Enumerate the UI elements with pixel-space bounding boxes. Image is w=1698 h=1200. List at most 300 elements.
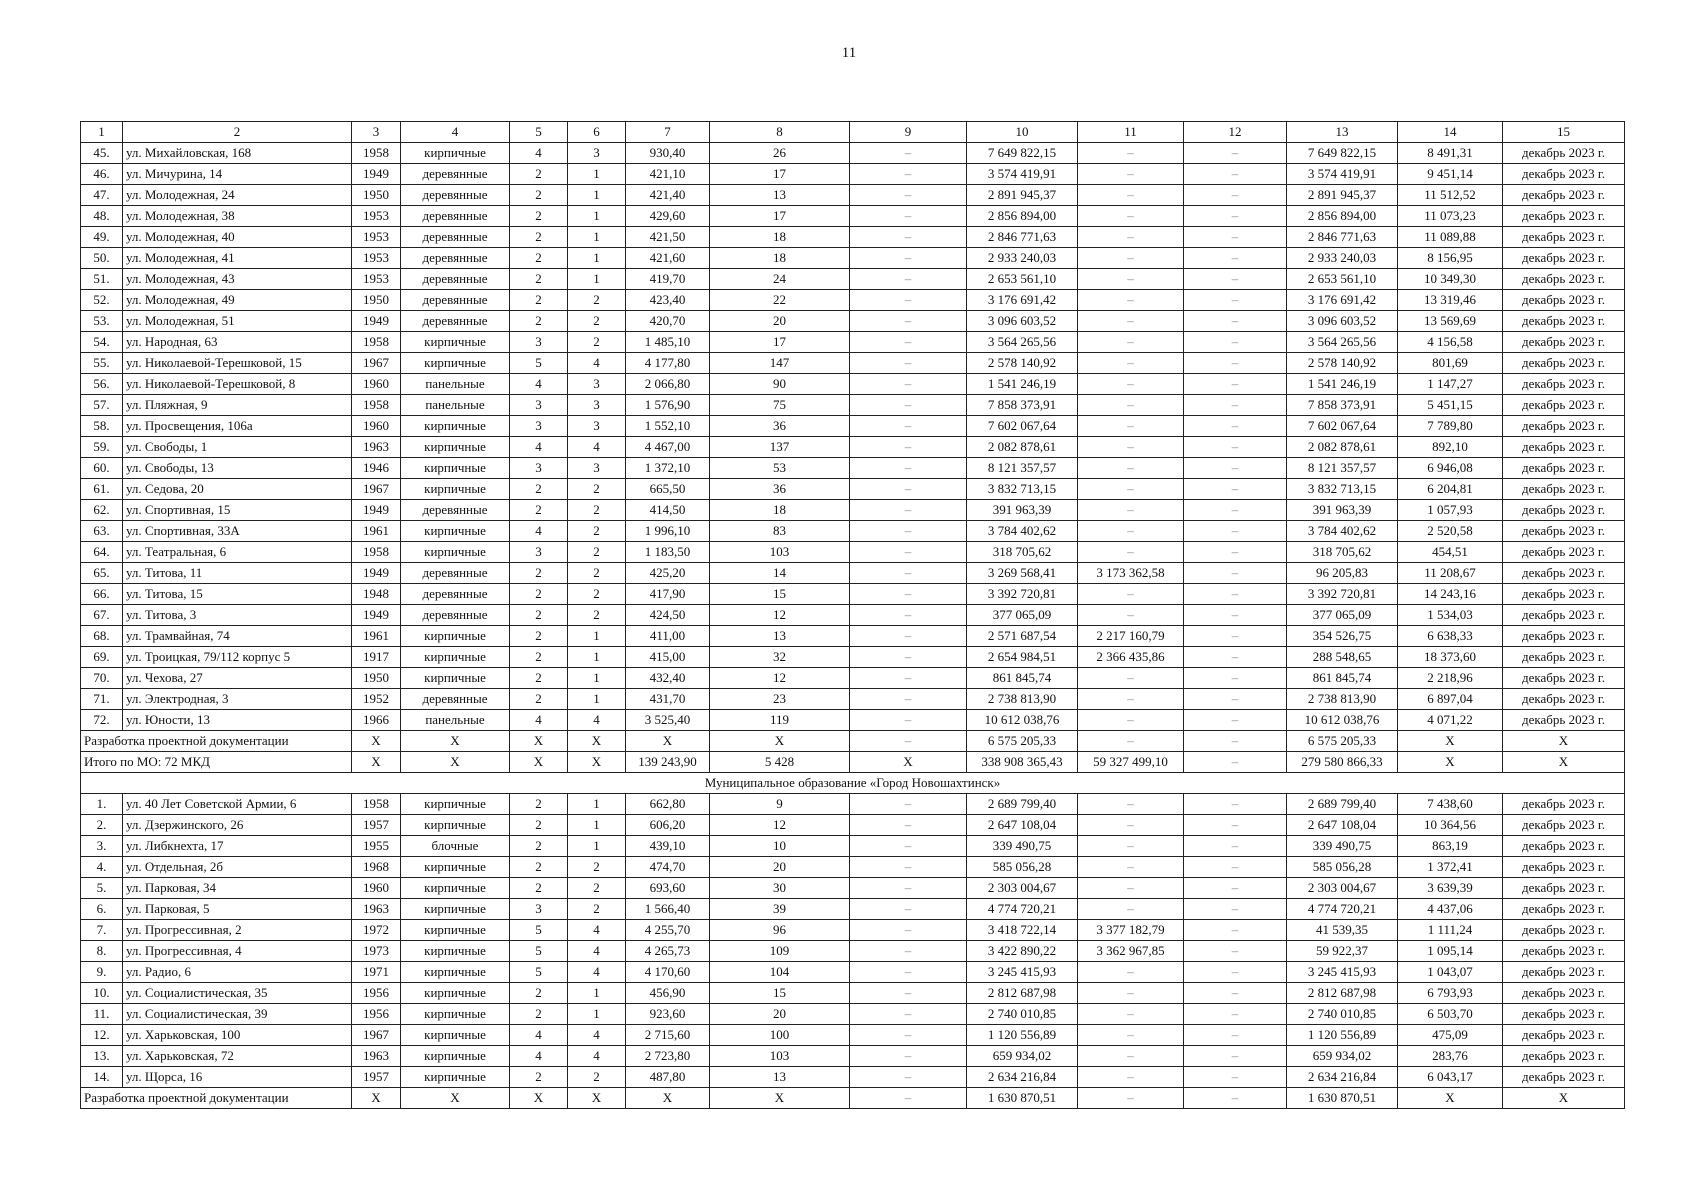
- table-row: [81, 668, 1625, 689]
- cell-build-year: 1973: [352, 941, 401, 962]
- cell-row-number: 12.: [81, 1025, 123, 1046]
- cell-floors: 2: [510, 185, 568, 206]
- table-row: [81, 794, 1625, 815]
- cell-floors: 2: [510, 227, 568, 248]
- summary-cell-col11: 59 327 499,10: [1078, 752, 1184, 773]
- cell-entrances: 2: [568, 899, 626, 920]
- cell-amount-col9: –: [850, 164, 967, 185]
- cell-total-cost: 1 120 556,89: [967, 1025, 1078, 1046]
- cell-row-number: 5.: [81, 878, 123, 899]
- cell-residents: 119: [710, 710, 850, 731]
- summary-cell-col7: X: [626, 731, 710, 752]
- cell-entrances: 1: [568, 227, 626, 248]
- cell-total-cost: 2 647 108,04: [967, 815, 1078, 836]
- cell-deadline: декабрь 2023 г.: [1503, 647, 1625, 668]
- cell-row-number: 69.: [81, 647, 123, 668]
- cell-total-cost: 377 065,09: [967, 605, 1078, 626]
- cell-build-year: 1958: [352, 143, 401, 164]
- table-row: [81, 1025, 1625, 1046]
- cell-total-cost: 7 649 822,15: [967, 143, 1078, 164]
- cell-deadline: декабрь 2023 г.: [1503, 500, 1625, 521]
- cell-row-number: 10.: [81, 983, 123, 1004]
- cell-area: 1 372,10: [626, 458, 710, 479]
- cell-amount-col11: –: [1078, 689, 1184, 710]
- cell-amount-col9: –: [850, 668, 967, 689]
- cell-area: 665,50: [626, 479, 710, 500]
- cell-amount-col13: 3 832 713,15: [1287, 479, 1398, 500]
- cell-deadline: декабрь 2023 г.: [1503, 920, 1625, 941]
- cell-amount-col12: –: [1184, 1046, 1287, 1067]
- cell-residents: 20: [710, 857, 850, 878]
- cell-wall-material: кирпичные: [401, 920, 510, 941]
- cell-area: 4 255,70: [626, 920, 710, 941]
- cell-cost-per-sqm: 7 438,60: [1398, 794, 1503, 815]
- cell-amount-col12: –: [1184, 416, 1287, 437]
- cell-amount-col12: –: [1184, 248, 1287, 269]
- cell-row-number: 48.: [81, 206, 123, 227]
- cell-row-number: 65.: [81, 563, 123, 584]
- cell-total-cost: 391 963,39: [967, 500, 1078, 521]
- cell-wall-material: кирпичные: [401, 1004, 510, 1025]
- cell-address: ул. Харьковская, 100: [123, 1025, 352, 1046]
- cell-amount-col12: –: [1184, 689, 1287, 710]
- cell-build-year: 1968: [352, 857, 401, 878]
- cell-amount-col11: –: [1078, 710, 1184, 731]
- cell-total-cost: 2 891 945,37: [967, 185, 1078, 206]
- cell-address: ул. Свободы, 1: [123, 437, 352, 458]
- cell-amount-col9: –: [850, 479, 967, 500]
- cell-amount-col13: 2 082 878,61: [1287, 437, 1398, 458]
- cell-residents: 12: [710, 605, 850, 626]
- cell-entrances: 1: [568, 815, 626, 836]
- summary-cell-col10: 6 575 205,33: [967, 731, 1078, 752]
- cell-area: 421,10: [626, 164, 710, 185]
- cell-build-year: 1960: [352, 374, 401, 395]
- cell-amount-col9: –: [850, 941, 967, 962]
- cell-row-number: 14.: [81, 1067, 123, 1088]
- cell-amount-col9: –: [850, 143, 967, 164]
- cell-amount-col9: –: [850, 206, 967, 227]
- cell-deadline: декабрь 2023 г.: [1503, 941, 1625, 962]
- table-row: [81, 1067, 1625, 1088]
- cell-amount-col12: –: [1184, 164, 1287, 185]
- cell-entrances: 2: [568, 311, 626, 332]
- cell-floors: 2: [510, 626, 568, 647]
- cell-cost-per-sqm: 11 089,88: [1398, 227, 1503, 248]
- cell-floors: 2: [510, 857, 568, 878]
- table-row: [81, 521, 1625, 542]
- cell-amount-col9: –: [850, 626, 967, 647]
- cell-amount-col11: –: [1078, 143, 1184, 164]
- cell-residents: 30: [710, 878, 850, 899]
- table-body: [81, 143, 1625, 1109]
- cell-area: 487,80: [626, 1067, 710, 1088]
- cell-cost-per-sqm: 1 147,27: [1398, 374, 1503, 395]
- cell-floors: 4: [510, 1046, 568, 1067]
- cell-cost-per-sqm: 892,10: [1398, 437, 1503, 458]
- cell-amount-col11: –: [1078, 584, 1184, 605]
- cell-amount-col12: –: [1184, 941, 1287, 962]
- cell-wall-material: деревянные: [401, 269, 510, 290]
- cell-amount-col9: –: [850, 1046, 967, 1067]
- cell-floors: 2: [510, 1004, 568, 1025]
- cell-residents: 17: [710, 332, 850, 353]
- table-row: [81, 941, 1625, 962]
- cell-build-year: 1960: [352, 416, 401, 437]
- cell-amount-col11: –: [1078, 164, 1184, 185]
- cell-amount-col13: 2 891 945,37: [1287, 185, 1398, 206]
- cell-wall-material: кирпичные: [401, 437, 510, 458]
- cell-amount-col11: –: [1078, 815, 1184, 836]
- cell-total-cost: 2 578 140,92: [967, 353, 1078, 374]
- cell-residents: 23: [710, 689, 850, 710]
- cell-address: ул. Титова, 11: [123, 563, 352, 584]
- cell-amount-col9: –: [850, 689, 967, 710]
- cell-build-year: 1971: [352, 962, 401, 983]
- cell-floors: 2: [510, 206, 568, 227]
- cell-cost-per-sqm: 6 793,93: [1398, 983, 1503, 1004]
- cell-area: 421,40: [626, 185, 710, 206]
- cell-amount-col13: 3 245 415,93: [1287, 962, 1398, 983]
- cell-build-year: 1967: [352, 353, 401, 374]
- cell-area: 4 170,60: [626, 962, 710, 983]
- cell-cost-per-sqm: 10 364,56: [1398, 815, 1503, 836]
- cell-build-year: 1949: [352, 500, 401, 521]
- cell-amount-col13: 2 933 240,03: [1287, 248, 1398, 269]
- cell-deadline: декабрь 2023 г.: [1503, 206, 1625, 227]
- cell-amount-col9: –: [850, 878, 967, 899]
- section-title: Муниципальное образование «Город Новошахтинск»: [81, 773, 1625, 794]
- cell-amount-col11: –: [1078, 479, 1184, 500]
- cell-total-cost: 3 418 722,14: [967, 920, 1078, 941]
- cell-area: 456,90: [626, 983, 710, 1004]
- cell-floors: 5: [510, 941, 568, 962]
- table-row: [81, 983, 1625, 1004]
- cell-address: ул. Молодежная, 51: [123, 311, 352, 332]
- cell-area: 1 485,10: [626, 332, 710, 353]
- cell-total-cost: 3 564 265,56: [967, 332, 1078, 353]
- cell-entrances: 1: [568, 689, 626, 710]
- cell-floors: 2: [510, 794, 568, 815]
- cell-floors: 2: [510, 668, 568, 689]
- summary-label: Итого по МО: 72 МКД: [81, 752, 352, 773]
- cell-cost-per-sqm: 13 569,69: [1398, 311, 1503, 332]
- cell-residents: 12: [710, 815, 850, 836]
- cell-amount-col13: 3 784 402,62: [1287, 521, 1398, 542]
- summary-cell-col12: –: [1184, 752, 1287, 773]
- cell-residents: 18: [710, 248, 850, 269]
- cell-amount-col12: –: [1184, 857, 1287, 878]
- cell-total-cost: 2 846 771,63: [967, 227, 1078, 248]
- cell-deadline: декабрь 2023 г.: [1503, 269, 1625, 290]
- cell-total-cost: 2 571 687,54: [967, 626, 1078, 647]
- cell-amount-col12: –: [1184, 1025, 1287, 1046]
- cell-wall-material: кирпичные: [401, 962, 510, 983]
- cell-build-year: 1958: [352, 794, 401, 815]
- cell-amount-col9: –: [850, 353, 967, 374]
- cell-cost-per-sqm: 1 534,03: [1398, 605, 1503, 626]
- summary-cell-col5: X: [510, 752, 568, 773]
- cell-amount-col12: –: [1184, 542, 1287, 563]
- cell-cost-per-sqm: 4 156,58: [1398, 332, 1503, 353]
- cell-row-number: 70.: [81, 668, 123, 689]
- cell-build-year: 1948: [352, 584, 401, 605]
- cell-area: 421,50: [626, 227, 710, 248]
- cell-floors: 2: [510, 815, 568, 836]
- cell-amount-col13: 659 934,02: [1287, 1046, 1398, 1067]
- cell-amount-col9: –: [850, 500, 967, 521]
- cell-deadline: декабрь 2023 г.: [1503, 878, 1625, 899]
- table-row: [81, 584, 1625, 605]
- cell-address: ул. 40 Лет Советской Армии, 6: [123, 794, 352, 815]
- cell-wall-material: кирпичные: [401, 647, 510, 668]
- cell-deadline: декабрь 2023 г.: [1503, 248, 1625, 269]
- cell-address: ул. Молодежная, 41: [123, 248, 352, 269]
- summary-cell-col15: X: [1503, 731, 1625, 752]
- cell-wall-material: деревянные: [401, 689, 510, 710]
- cell-amount-col13: 7 649 822,15: [1287, 143, 1398, 164]
- cell-residents: 75: [710, 395, 850, 416]
- cell-build-year: 1956: [352, 983, 401, 1004]
- cell-entrances: 4: [568, 941, 626, 962]
- summary-cell-col5: X: [510, 1088, 568, 1109]
- table-row: [81, 920, 1625, 941]
- cell-wall-material: деревянные: [401, 584, 510, 605]
- cell-total-cost: 2 634 216,84: [967, 1067, 1078, 1088]
- cell-build-year: 1949: [352, 605, 401, 626]
- cell-entrances: 1: [568, 626, 626, 647]
- cell-amount-col9: –: [850, 899, 967, 920]
- cell-amount-col12: –: [1184, 1067, 1287, 1088]
- cell-cost-per-sqm: 1 111,24: [1398, 920, 1503, 941]
- cell-build-year: 1967: [352, 479, 401, 500]
- cell-floors: 4: [510, 710, 568, 731]
- table-row: [81, 689, 1625, 710]
- cell-entrances: 1: [568, 647, 626, 668]
- cell-row-number: 1.: [81, 794, 123, 815]
- cell-build-year: 1958: [352, 332, 401, 353]
- cell-amount-col11: –: [1078, 1025, 1184, 1046]
- cell-total-cost: 3 574 419,91: [967, 164, 1078, 185]
- cell-build-year: 1950: [352, 290, 401, 311]
- cell-area: 2 715,60: [626, 1025, 710, 1046]
- cell-area: 662,80: [626, 794, 710, 815]
- summary-cell-col10: 1 630 870,51: [967, 1088, 1078, 1109]
- cell-cost-per-sqm: 10 349,30: [1398, 269, 1503, 290]
- summary-row: [81, 752, 1625, 773]
- cell-cost-per-sqm: 2 218,96: [1398, 668, 1503, 689]
- cell-wall-material: кирпичные: [401, 416, 510, 437]
- cell-wall-material: кирпичные: [401, 1046, 510, 1067]
- cell-deadline: декабрь 2023 г.: [1503, 857, 1625, 878]
- cell-area: 1 576,90: [626, 395, 710, 416]
- cell-deadline: декабрь 2023 г.: [1503, 626, 1625, 647]
- cell-floors: 5: [510, 920, 568, 941]
- cell-row-number: 53.: [81, 311, 123, 332]
- column-header-10: 10: [967, 122, 1078, 143]
- cell-floors: 2: [510, 647, 568, 668]
- table-row: [81, 857, 1625, 878]
- cell-entrances: 3: [568, 374, 626, 395]
- cell-residents: 36: [710, 416, 850, 437]
- table-row: [81, 458, 1625, 479]
- cell-amount-col12: –: [1184, 1004, 1287, 1025]
- cell-build-year: 1963: [352, 437, 401, 458]
- cell-amount-col12: –: [1184, 290, 1287, 311]
- cell-amount-col9: –: [850, 1067, 967, 1088]
- cell-row-number: 2.: [81, 815, 123, 836]
- cell-deadline: декабрь 2023 г.: [1503, 437, 1625, 458]
- table-row: [81, 563, 1625, 584]
- table-row: [81, 437, 1625, 458]
- cell-cost-per-sqm: 1 043,07: [1398, 962, 1503, 983]
- cell-amount-col12: –: [1184, 710, 1287, 731]
- cell-total-cost: 861 845,74: [967, 668, 1078, 689]
- cell-amount-col12: –: [1184, 815, 1287, 836]
- cell-row-number: 49.: [81, 227, 123, 248]
- column-header-11: 11: [1078, 122, 1184, 143]
- cell-amount-col9: –: [850, 647, 967, 668]
- cell-total-cost: 3 392 720,81: [967, 584, 1078, 605]
- cell-entrances: 3: [568, 416, 626, 437]
- cell-row-number: 52.: [81, 290, 123, 311]
- cell-amount-col11: –: [1078, 437, 1184, 458]
- cell-amount-col13: 2 303 004,67: [1287, 878, 1398, 899]
- cell-floors: 4: [510, 521, 568, 542]
- cell-amount-col9: –: [850, 836, 967, 857]
- cell-build-year: 1957: [352, 1067, 401, 1088]
- table-row: [81, 542, 1625, 563]
- cell-deadline: декабрь 2023 г.: [1503, 563, 1625, 584]
- summary-cell-col11: –: [1078, 731, 1184, 752]
- cell-floors: 2: [510, 1067, 568, 1088]
- summary-cell-col15: X: [1503, 1088, 1625, 1109]
- cell-wall-material: деревянные: [401, 311, 510, 332]
- summary-cell-col11: –: [1078, 1088, 1184, 1109]
- cell-floors: 4: [510, 143, 568, 164]
- cell-address: ул. Николаевой-Терешковой, 8: [123, 374, 352, 395]
- cell-cost-per-sqm: 8 491,31: [1398, 143, 1503, 164]
- cell-amount-col13: 3 096 603,52: [1287, 311, 1398, 332]
- cell-address: ул. Прогрессивная, 2: [123, 920, 352, 941]
- table-row: [81, 227, 1625, 248]
- cell-entrances: 2: [568, 878, 626, 899]
- cell-address: ул. Социалистическая, 35: [123, 983, 352, 1004]
- cell-address: ул. Молодежная, 49: [123, 290, 352, 311]
- cell-amount-col9: –: [850, 269, 967, 290]
- cell-total-cost: 2 654 984,51: [967, 647, 1078, 668]
- cell-residents: 15: [710, 584, 850, 605]
- cell-residents: 20: [710, 1004, 850, 1025]
- cell-amount-col11: –: [1078, 668, 1184, 689]
- cell-residents: 14: [710, 563, 850, 584]
- cell-entrances: 2: [568, 500, 626, 521]
- cell-area: 1 552,10: [626, 416, 710, 437]
- table-row: [81, 962, 1625, 983]
- cell-deadline: декабрь 2023 г.: [1503, 395, 1625, 416]
- cell-amount-col12: –: [1184, 899, 1287, 920]
- cell-amount-col11: –: [1078, 983, 1184, 1004]
- cell-build-year: 1952: [352, 689, 401, 710]
- cell-amount-col12: –: [1184, 374, 1287, 395]
- cell-total-cost: 2 653 561,10: [967, 269, 1078, 290]
- cell-amount-col11: –: [1078, 269, 1184, 290]
- cell-residents: 10: [710, 836, 850, 857]
- summary-cell-col13: 6 575 205,33: [1287, 731, 1398, 752]
- cell-address: ул. Николаевой-Терешковой, 15: [123, 353, 352, 374]
- summary-cell-col10: 338 908 365,43: [967, 752, 1078, 773]
- cell-amount-col12: –: [1184, 878, 1287, 899]
- cell-entrances: 2: [568, 584, 626, 605]
- cell-entrances: 2: [568, 521, 626, 542]
- cell-amount-col13: 1 120 556,89: [1287, 1025, 1398, 1046]
- cell-amount-col11: –: [1078, 227, 1184, 248]
- cell-entrances: 1: [568, 794, 626, 815]
- cell-address: ул. Молодежная, 40: [123, 227, 352, 248]
- summary-cell-col12: –: [1184, 731, 1287, 752]
- cell-cost-per-sqm: 11 073,23: [1398, 206, 1503, 227]
- cell-entrances: 4: [568, 353, 626, 374]
- cell-residents: 13: [710, 626, 850, 647]
- cell-amount-col12: –: [1184, 626, 1287, 647]
- cell-amount-col9: –: [850, 962, 967, 983]
- cell-wall-material: кирпичные: [401, 521, 510, 542]
- cell-residents: 90: [710, 374, 850, 395]
- cell-amount-col11: –: [1078, 332, 1184, 353]
- cell-amount-col11: 2 366 435,86: [1078, 647, 1184, 668]
- summary-cell-col15: X: [1503, 752, 1625, 773]
- summary-label: Разработка проектной документации: [81, 1088, 352, 1109]
- cell-build-year: 1955: [352, 836, 401, 857]
- cell-address: ул. Титова, 3: [123, 605, 352, 626]
- cell-cost-per-sqm: 1 372,41: [1398, 857, 1503, 878]
- cell-amount-col9: –: [850, 227, 967, 248]
- cell-area: 4 177,80: [626, 353, 710, 374]
- cell-total-cost: 659 934,02: [967, 1046, 1078, 1067]
- cell-amount-col13: 318 705,62: [1287, 542, 1398, 563]
- cell-floors: 2: [510, 500, 568, 521]
- cell-amount-col13: 585 056,28: [1287, 857, 1398, 878]
- cell-build-year: 1917: [352, 647, 401, 668]
- cell-amount-col9: –: [850, 920, 967, 941]
- cell-entrances: 4: [568, 920, 626, 941]
- cell-address: ул. Свободы, 13: [123, 458, 352, 479]
- cell-wall-material: деревянные: [401, 500, 510, 521]
- cell-amount-col11: –: [1078, 542, 1184, 563]
- cell-amount-col13: 10 612 038,76: [1287, 710, 1398, 731]
- column-header-13: 13: [1287, 122, 1398, 143]
- cell-residents: 9: [710, 794, 850, 815]
- cell-area: 1 566,40: [626, 899, 710, 920]
- cell-floors: 2: [510, 878, 568, 899]
- cell-residents: 103: [710, 542, 850, 563]
- cell-total-cost: 2 082 878,61: [967, 437, 1078, 458]
- cell-amount-col13: 2 846 771,63: [1287, 227, 1398, 248]
- column-header-5: 5: [510, 122, 568, 143]
- cell-amount-col11: –: [1078, 857, 1184, 878]
- cell-build-year: 1963: [352, 899, 401, 920]
- cell-area: 419,70: [626, 269, 710, 290]
- cell-amount-col11: –: [1078, 1046, 1184, 1067]
- column-header-3: 3: [352, 122, 401, 143]
- cell-total-cost: 1 541 246,19: [967, 374, 1078, 395]
- cell-amount-col9: –: [850, 290, 967, 311]
- cell-row-number: 71.: [81, 689, 123, 710]
- cell-row-number: 67.: [81, 605, 123, 626]
- cell-cost-per-sqm: 5 451,15: [1398, 395, 1503, 416]
- cell-deadline: декабрь 2023 г.: [1503, 521, 1625, 542]
- summary-cell-col13: 279 580 866,33: [1287, 752, 1398, 773]
